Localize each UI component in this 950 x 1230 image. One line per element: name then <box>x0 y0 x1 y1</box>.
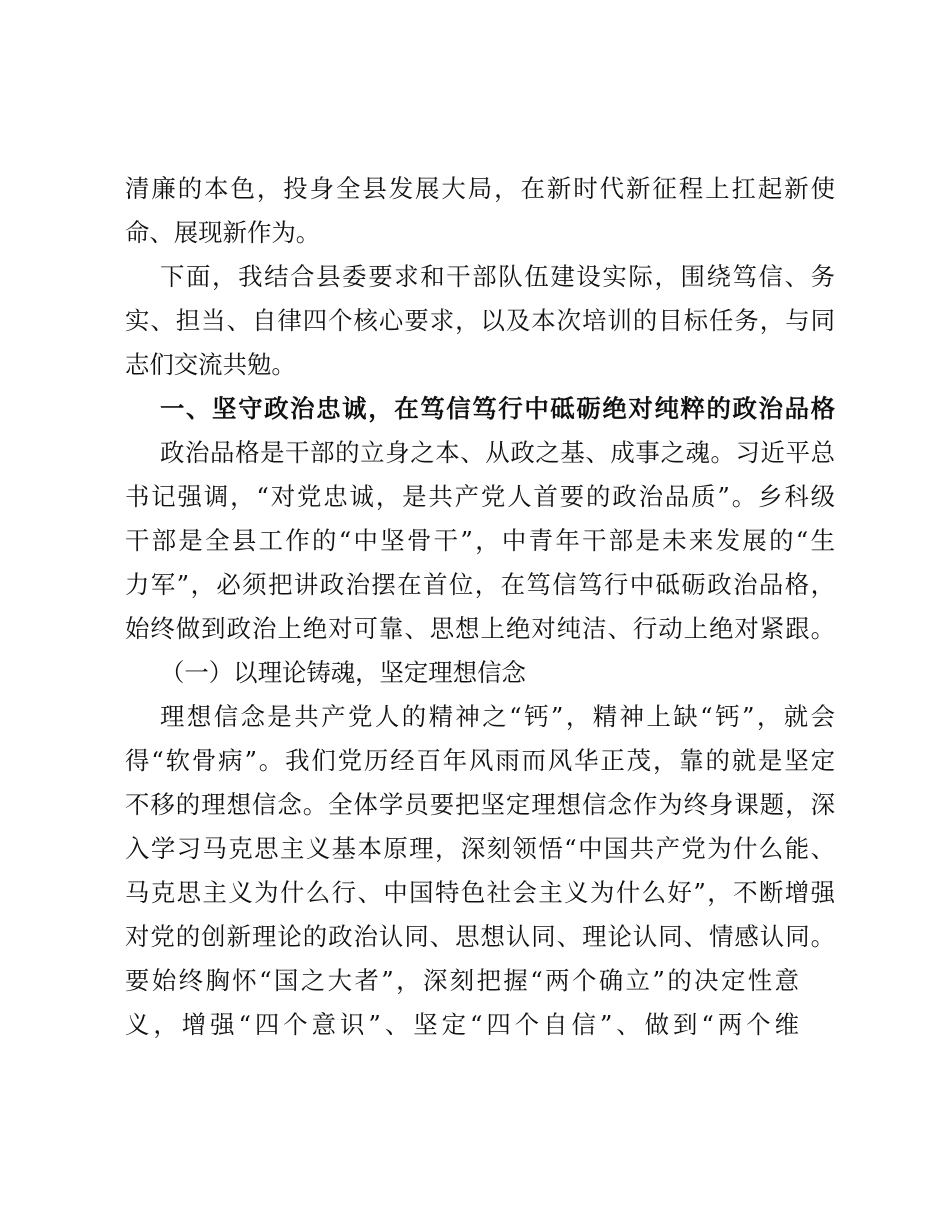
paragraph-first-line: 下面，我结合县委要求和干部队伍建设实际，围绕笃信、务 <box>160 262 835 291</box>
section-heading: 一、坚守政治忠诚，在笃信笃行中砥砺绝对纯粹的政治品格 <box>160 394 835 423</box>
body-text-line: 清廉的本色，投身全县发展大局，在新时代新征程上扛起新使 <box>125 174 835 203</box>
body-text-line: 对党的创新理论的政治认同、思想认同、理论认同、情感认同。 <box>125 922 835 951</box>
body-text-line: 不移的理想信念。全体学员要把坚定理想信念作为终身课题，深 <box>125 790 835 819</box>
body-text-line: 力军”，必须把讲政治摆在首位，在笃信笃行中砥砺政治品格， <box>125 570 835 599</box>
paragraph-first-line: 理想信念是共产党人的精神之“钙”，精神上缺“钙”，就会 <box>160 702 835 731</box>
body-text-line: 要始终胸怀“国之大者”，深刻把握“两个确立”的决定性意 <box>125 966 799 995</box>
body-text-line: 实、担当、自律四个核心要求，以及本次培训的目标任务，与同 <box>125 306 835 335</box>
body-text-line: 入学习马克思主义基本原理，深刻领悟“中国共产党为什么能、 <box>125 834 835 863</box>
body-text-line: 始终做到政治上绝对可靠、思想上绝对纯洁、行动上绝对紧跟。 <box>125 614 835 643</box>
body-text-line: 义，增强“四个意识”、坚定“四个自信”、做到“两个维 <box>125 1010 799 1039</box>
body-text-line: 干部是全县工作的“中坚骨干”，中青年干部是未来发展的“生 <box>125 526 835 555</box>
body-text-line: 书记强调，“对党忠诚，是共产党人首要的政治品质”。乡科级 <box>125 482 835 511</box>
body-text-line: 志们交流共勉。 <box>125 350 296 379</box>
body-text-line: 得“软骨病”。我们党历经百年风雨而风华正茂，靠的就是坚定 <box>125 746 835 775</box>
subsection-heading: （一）以理论铸魂，坚定理想信念 <box>160 658 526 687</box>
body-text-line: 马克思主义为什么行、中国特色社会主义为什么好”，不断增强 <box>125 878 835 907</box>
body-text-line: 命、展现新作为。 <box>125 218 321 247</box>
paragraph-first-line: 政治品格是干部的立身之本、从政之基、成事之魂。习近平总 <box>160 438 835 467</box>
